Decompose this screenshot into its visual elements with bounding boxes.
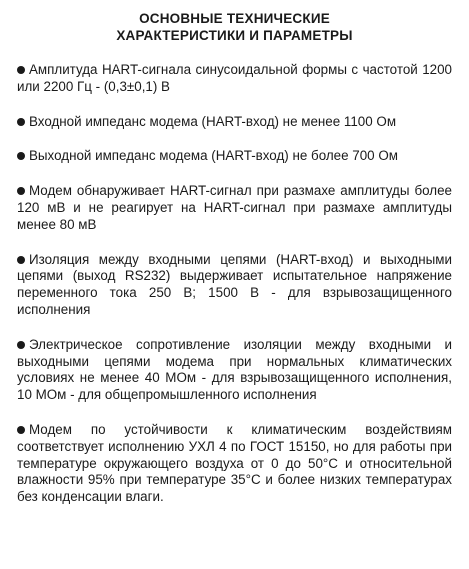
section-title-line-2: ХАРАКТЕРИСТИКИ И ПАРАМЕТРЫ <box>116 28 353 43</box>
bullet-icon <box>17 187 25 195</box>
list-item <box>17 62 452 96</box>
list-item-text: Модем по устойчивости к климатическим воздействиям соответствует исполнению УХЛ 4 по ГОСТ 15150, но для работы при температуре окружающего воздуха от 0 до 50°С и относительной влажности 95% при температуре 35°С и более низких температурах без конденсации влаги. <box>17 421 452 505</box>
list-item <box>17 148 452 165</box>
list-item-text: Модем обнаруживает HART-сигнал при размахе амплитуды более 120 мВ и не реагирует на HART-сигнал при размахе амплитуды менее 80 мВ <box>17 183 452 232</box>
bullet-icon <box>17 341 25 349</box>
bullet-icon <box>17 118 25 126</box>
list-item-text: Входной импеданс модема (HART-вход) не менее 1100 Ом <box>29 113 397 129</box>
bullet-icon <box>17 256 25 264</box>
list-item-text: Изоляция между входными цепями (HART-вход) и выходными цепями (выход RS232) выдерживает испытательное напряжение переменного тока 250 В; 1500 В - для взрывозащищенного исполнения <box>17 251 452 317</box>
bullet-icon <box>17 152 25 160</box>
list-item <box>17 252 452 319</box>
list-item-text: Электрическое сопротивление изоляции между входными и выходными цепями модема при нормальных климатических условиях не менее 40 МОм - для взрывозащищенного исполнения, 10 МОм - для общепромышленного исполнения <box>17 336 452 403</box>
list-item <box>17 337 452 404</box>
section-title-line-1: ОСНОВНЫЕ ТЕХНИЧЕСКИЕ <box>139 11 330 26</box>
list-item <box>17 422 452 506</box>
list-item-text: Амплитуда HART-сигнала синусоидальной формы с частотой 1200 или 2200 Гц - (0,3±0,1) В <box>17 62 452 94</box>
list-item <box>17 114 452 131</box>
bullet-icon <box>17 66 25 74</box>
list-item-text: Выходной импеданс модема (HART-вход) не более 700 Ом <box>29 148 398 164</box>
bullet-icon <box>17 426 25 434</box>
specifications-list <box>17 62 452 506</box>
list-item <box>17 183 452 233</box>
section-title <box>17 10 452 44</box>
